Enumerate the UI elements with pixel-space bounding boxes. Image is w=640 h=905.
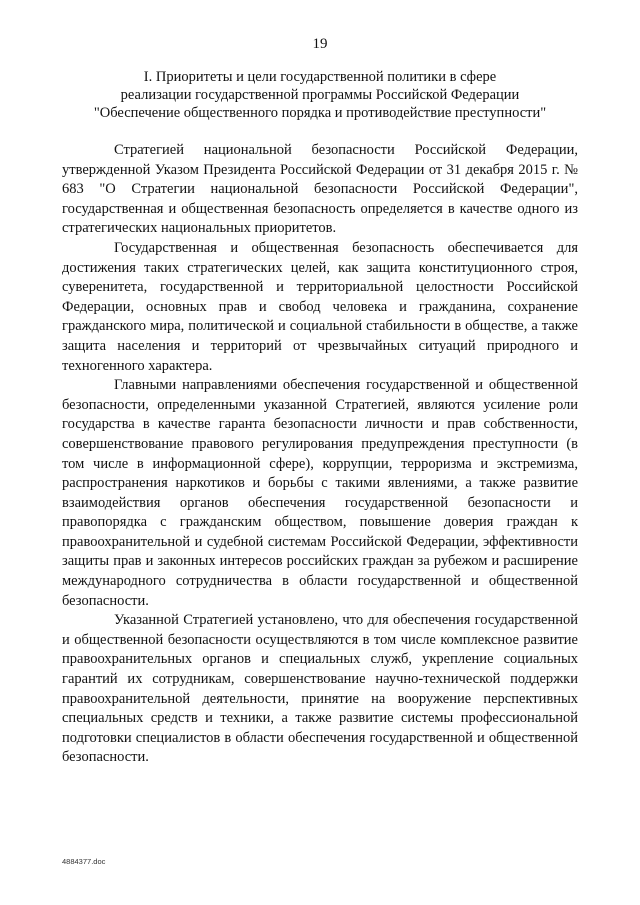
paragraph-1: Стратегией национальной безопасности Российской Федерации, утвержденной Указом Президента Российской Федерации от 31 декабря 2015 г. № 683 "О Стратегии национальной безопасности Российской Федерации", государственная и общественная безопасность определяется в качестве одного из стратегических национальных приоритетов. (62, 142, 578, 237)
heading-line-2: реализации государственной программы Российской Федерации (120, 87, 520, 103)
file-name-footer: 4884377.doc (62, 857, 106, 866)
paragraph-3: Главными направлениями обеспечения государственной и общественной безопасности, определенными указанной Стратегией, являются усиление роли государства в качестве гаранта безопасности личности и прав собственности, совершенствование правового регулирования предупреждения преступности (в том числе в информационной сфере), коррупции, терроризма и экстремизма, распространения наркотиков и борьбы с такими явлениями, а также развитие взаимодействия органов обеспечения государственной безопасности и правопорядка с гражданским обществом, повышение доверия граждан к правоохранительной и судебной системам Российской Федерации, эффективности защиты прав и законных интересов российских граждан за рубежом и расширение международного сотрудничества в области государственной и общественной безопасности. (62, 377, 578, 609)
heading-line-1: I. Приоритеты и цели государственной политики в сфере (143, 69, 497, 85)
paragraph-4: Указанной Стратегией установлено, что для обеспечения государственной и общественной безопасности осуществляются в том числе комплексное развитие правоохранительных органов и специальных служб, укрепление социальных гарантий их сотрудникам, совершенствование научно-технической поддержки правоохранительной деятельности, принятие на вооружение перспективных специальных средств и техники, а также развитие системы профессиональной подготовки специалистов в области обеспечения государственной и общественной безопасности. (62, 612, 578, 766)
heading-line-3: "Обеспечение общественного порядка и противодействие преступности" (93, 105, 547, 121)
section-heading (60, 68, 580, 122)
paragraph-2: Государственная и общественная безопасность обеспечивается для достижения таких стратегических целей, как защита конституционного строя, суверенитета, государственной и территориальной целостности Российской Федерации, основных прав и свобод человека и гражданина, сохранение гражданского мира, политической и социальной стабильности в обществе, а также защита населения и территорий от чрезвычайных ситуаций природного и техногенного характера. (62, 239, 578, 374)
document-body (62, 141, 578, 768)
page-number: 19 (312, 36, 328, 52)
